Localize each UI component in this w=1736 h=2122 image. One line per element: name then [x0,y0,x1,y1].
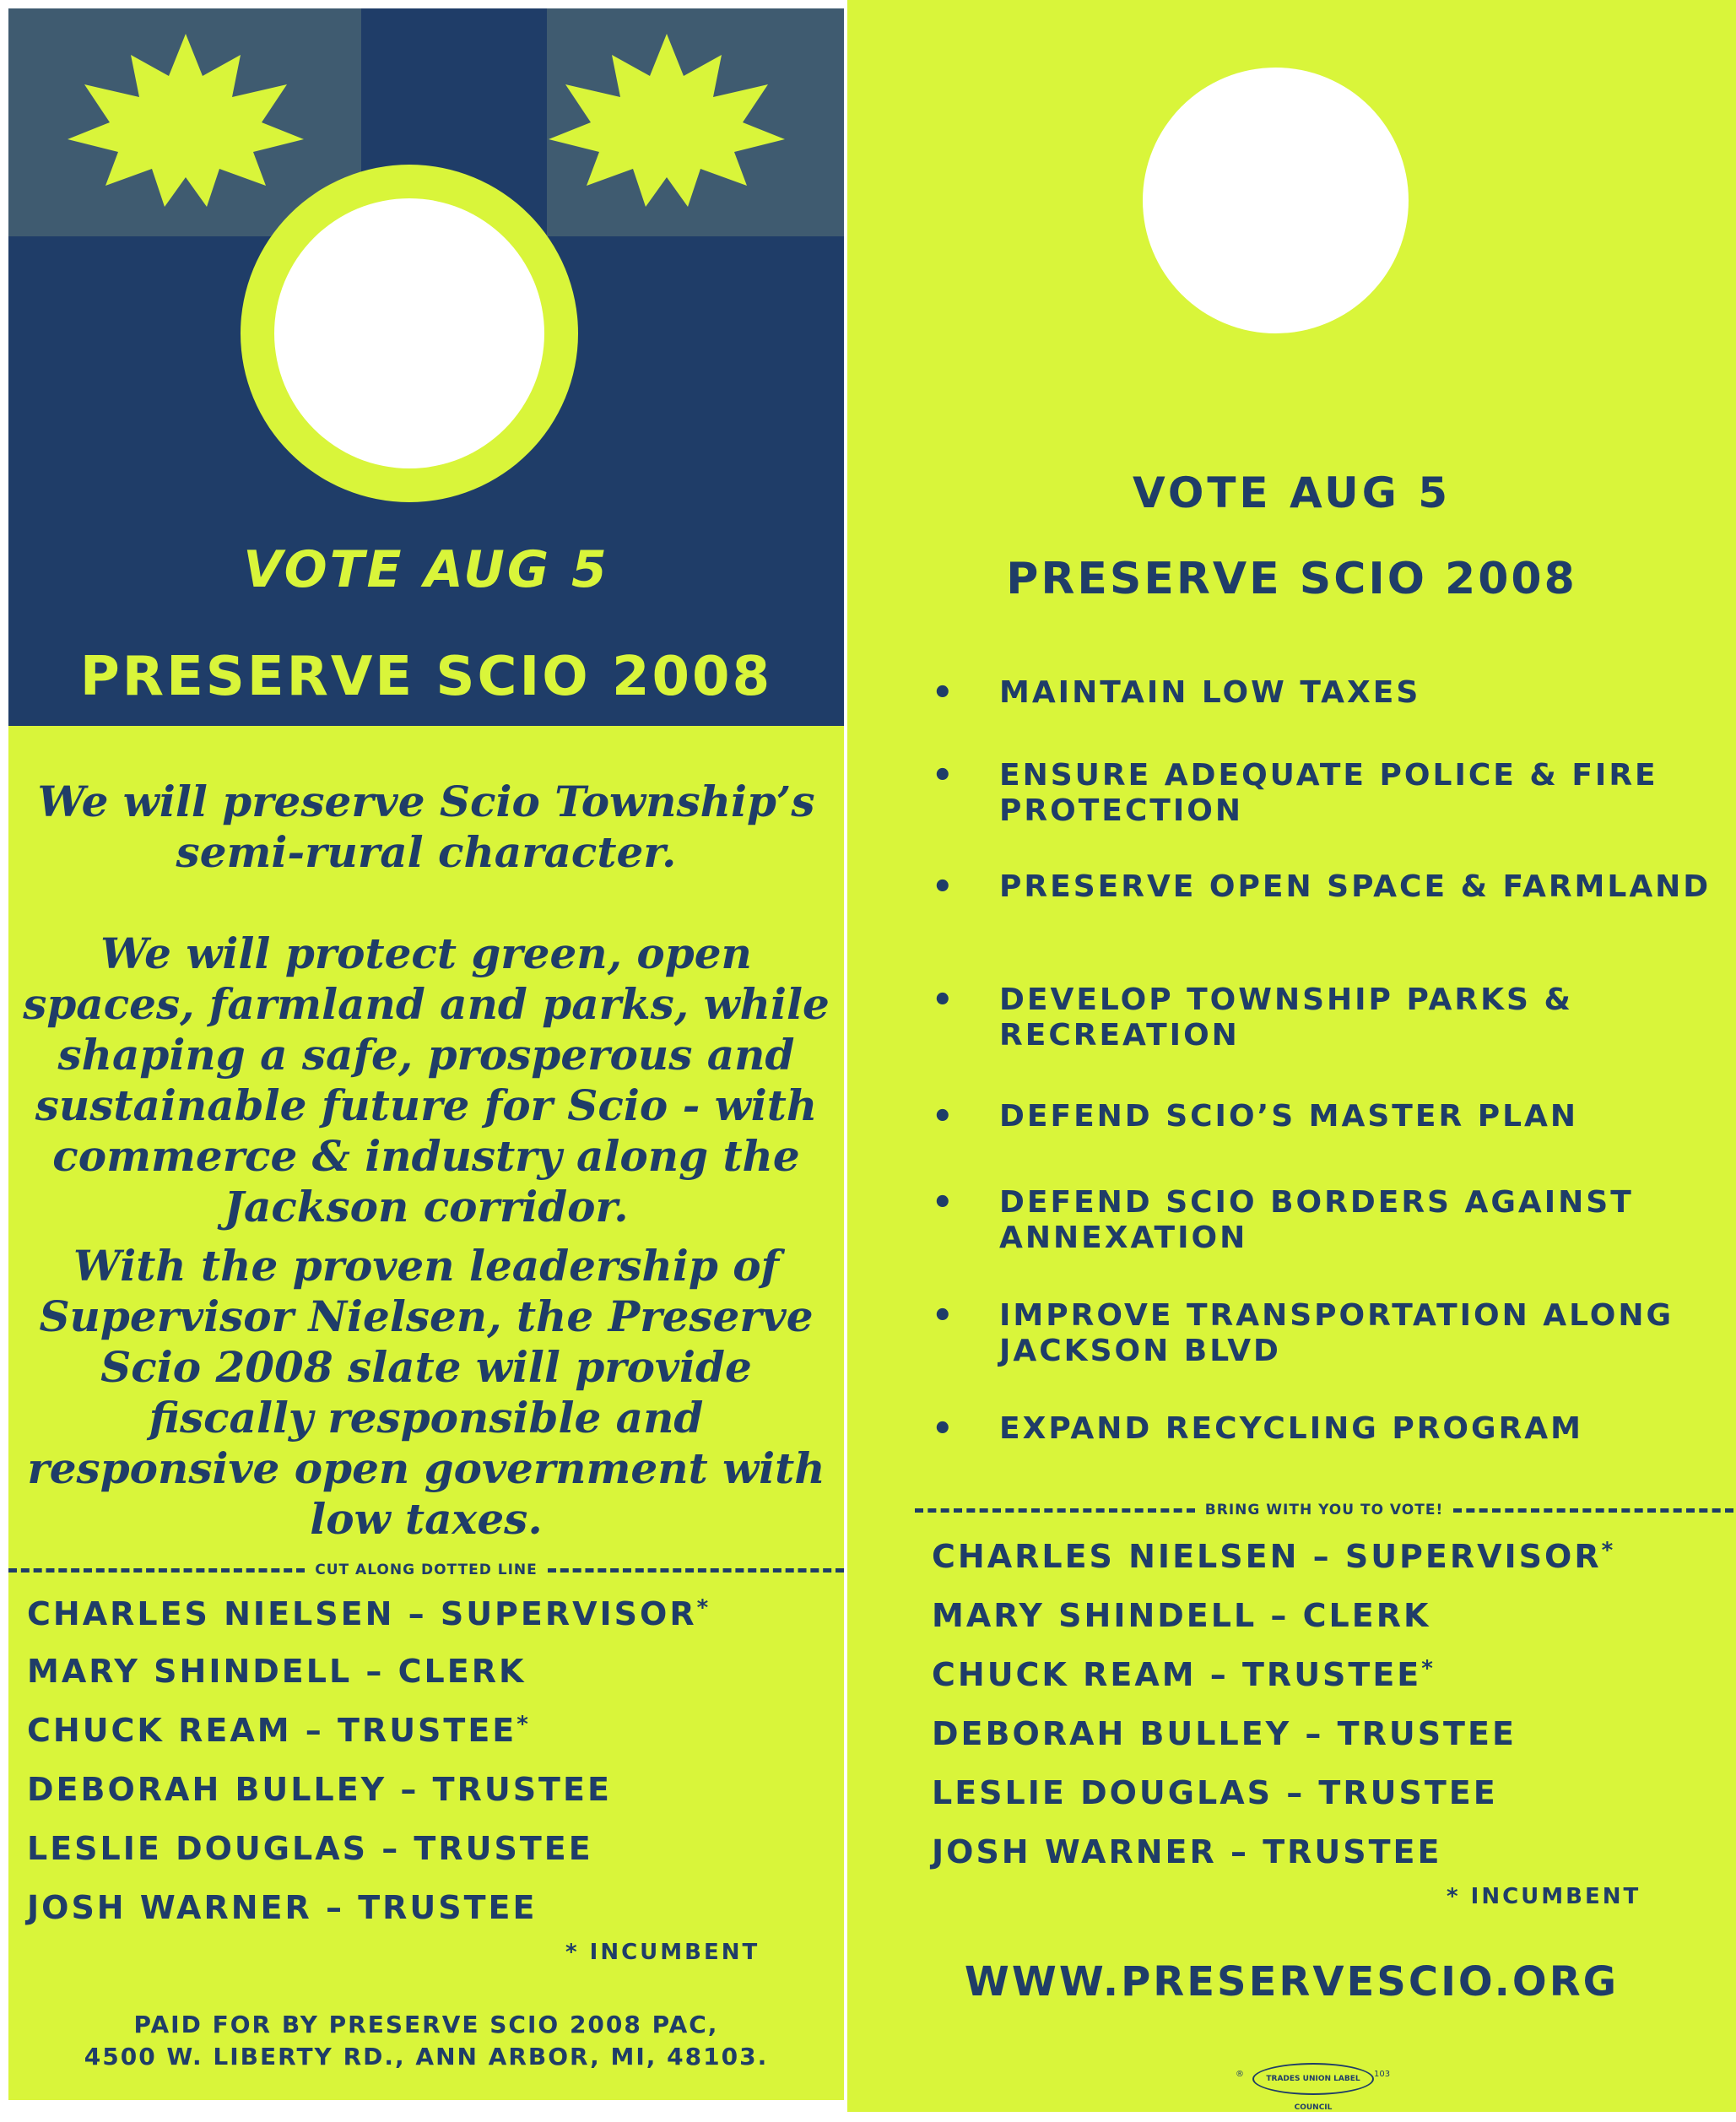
left-door-hanger [8,8,844,2100]
bring-to-vote-label: BRING WITH YOU TO VOTE! [1204,1502,1444,1518]
mission-statement: With the proven leadership of Supervisor Nielsen, the Preserve Scio 2008 slate will provide fiscally responsible and responsive open government with low taxes. [27,1241,825,1544]
vote-date-heading: VOTE AUG 5 [243,540,609,599]
candidate-line: JOSH WARNER – TRUSTEE [932,1833,1442,1870]
candidate-line: LESLIE DOUGLAS – TRUSTEE [27,1830,593,1867]
bullet-icon: • [932,756,956,795]
incumbent-note: * INCUMBENT [1447,1884,1641,1909]
vote-date-heading: VOTE AUG 5 [1133,468,1451,517]
bullet-icon: • [932,868,956,907]
candidate-line: JOSH WARNER – TRUSTEE [27,1889,538,1926]
maple-leaf-icon [59,25,312,219]
candidate-line: LESLIE DOUGLAS – TRUSTEE [932,1774,1498,1811]
candidate-line: DEBORAH BULLEY – TRUSTEE [27,1771,612,1808]
bullet-icon: • [932,674,956,712]
bullet-icon: • [932,1296,956,1335]
hanger-hole [274,198,544,468]
maple-leaf-icon [540,25,793,219]
bring-to-vote-line [915,1499,1733,1521]
right-door-hanger [847,0,1736,2112]
header-block [8,8,844,726]
paid-line: PAID FOR BY PRESERVE SCIO 2008 PAC, [133,2011,719,2038]
candidate-line: CHUCK REAM – TRUSTEE* [932,1656,1436,1693]
paid-line: 4500 W. LIBERTY RD., ANN ARBOR, MI, 48103. [84,2043,769,2071]
bullet-icon: • [932,1097,956,1136]
candidate-line: CHARLES NIELSEN – SUPERVISOR* [932,1538,1616,1575]
bullet-icon: • [932,981,956,1020]
mission-statement: We will protect green, open spaces, farmland and parks, while shaping a safe, prosperous and sustainable future for Scio - with commerce & industry along the Jackson corridor. [23,928,830,1232]
slate-title: PRESERVE SCIO 2008 [79,646,773,708]
slate-title: PRESERVE SCIO 2008 [1006,554,1577,604]
cut-line [8,1559,844,1581]
cut-line-label: CUT ALONG DOTTED LINE [315,1562,538,1578]
bullet-icon: • [932,1183,956,1222]
candidate-line: CHARLES NIELSEN – SUPERVISOR* [27,1595,711,1632]
candidate-line: MARY SHINDELL – CLERK [27,1653,527,1690]
bullet-icon: • [932,1410,956,1448]
website-url: WWW.PRESERVESCIO.ORG [964,1958,1620,2006]
candidate-line: DEBORAH BULLEY – TRUSTEE [932,1715,1517,1752]
union-label-icon: ® TRADES UNION LABEL COUNCIL 103 [1236,2060,1387,2097]
candidate-line: CHUCK REAM – TRUSTEE* [27,1712,531,1749]
goals-list: • MAINTAIN LOW TAXES • ENSURE ADEQUATE POLICE & FIRE PROTECTION • PRESERVE OPEN SPACE & FARMLAND • DEVELOP TOWNSHIP PARKS & RECREATION • DEFEND SCIO’S MASTER PLAN • DEFEND SCIO BORDERS AGAINST ANNEXATION • IMPROVE TRANSPORTATION ALONG JACKSON BLVD • EXPAND RECYCLING PROGRAM [932,674,1712,1448]
incumbent-note: * INCUMBENT [565,1940,760,1965]
paid-for-notice [8,2009,844,2073]
candidate-line: MARY SHINDELL – CLERK [932,1597,1431,1634]
mission-statement: We will preserve Scio Township’s semi-rural character. [37,777,815,877]
